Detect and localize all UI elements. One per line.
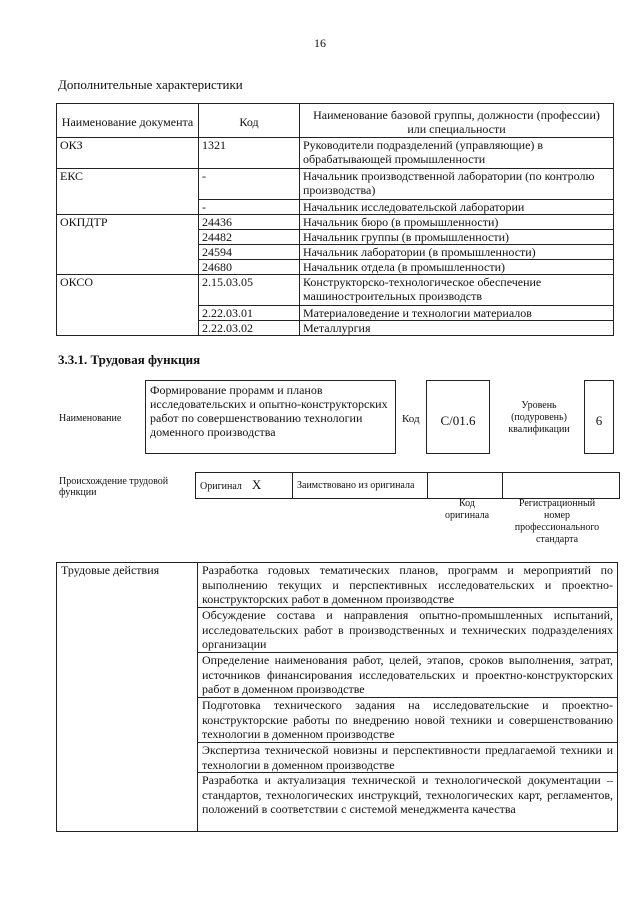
name-cell: Руководители подразделений (управляющие) в обрабатывающей промышленности <box>300 138 614 169</box>
page-number: 16 <box>314 36 326 50</box>
header-document: Наименование документа <box>57 104 199 138</box>
level-label: Уровень (подуровень) квалификации <box>508 400 570 435</box>
doc-cell: ОКПДТР <box>57 215 199 275</box>
origin-table <box>195 472 620 499</box>
action-item: Экспертиза технической новизны и перспективности предлагаемой техники и технологии в доменном производстве <box>198 743 618 773</box>
code-cell: 2.22.03.02 <box>199 321 300 336</box>
name-cell: Начальник исследовательской лаборатории <box>300 200 614 215</box>
actions-label: Трудовые действия <box>57 563 198 832</box>
name-cell: Начальник отдела (в промышленности) <box>300 260 614 275</box>
name-cell: Начальник группы (в промышленности) <box>300 230 614 245</box>
code-original-label: Код оригинала <box>444 498 490 521</box>
code-cell: 1321 <box>199 138 300 169</box>
origin-label: Происхождение трудовой функции <box>59 476 169 498</box>
code-cell: 2.15.03.05 <box>199 275 300 306</box>
labor-actions-table <box>56 562 618 832</box>
action-item: Определение наименования работ, целей, этапов, сроков выполнения, затрат, источников финансирования исследовательских и проектно-конструкторских работ в доменном производстве <box>198 653 618 698</box>
reg-number-label: Регистрационный номер профессионального стандарта <box>514 498 600 545</box>
name-cell: Начальник лаборатории (в промышленности) <box>300 245 614 260</box>
borrowed-cell: Заимствовано из оригинала <box>293 473 428 499</box>
code-original-cell <box>428 473 503 499</box>
table-row <box>57 215 614 230</box>
code-cell: - <box>199 200 300 215</box>
code-cell: 24680 <box>199 260 300 275</box>
function-name-box: Формирование прорамм и планов исследовательских и опытно-конструкторских работ по совершенствованию технологии доменного производства <box>145 380 396 454</box>
original-label: Оригинал <box>200 481 242 492</box>
level-value-box: 6 <box>584 380 614 454</box>
action-item: Разработка и актуализация технической и технологической документации – стандартов, технологических инструкций, технологических карт, регламентов, положений в соответствии с системой менеджмента качества <box>198 773 618 832</box>
header-code: Код <box>199 104 300 138</box>
section-heading: Дополнительные характеристики <box>58 77 243 92</box>
name-cell: Начальник бюро (в промышленности) <box>300 215 614 230</box>
name-cell: Начальник производственной лаборатории (по контролю производства) <box>300 169 614 200</box>
additional-characteristics-table <box>56 103 614 336</box>
name-label: Наименование <box>59 413 122 424</box>
name-cell: Металлургия <box>300 321 614 336</box>
code-cell: 24482 <box>199 230 300 245</box>
doc-cell: ОКСО <box>57 275 199 336</box>
original-mark: X <box>251 477 262 492</box>
table-row <box>57 563 618 608</box>
code-label: Код <box>402 413 420 425</box>
action-item: Подготовка технического задания на исследовательские и проектно-конструкторские работы по внедрению новой техники и совершенствованию технологии в доменном производстве <box>198 698 618 743</box>
action-item: Разработка годовых тематических планов, программ и мероприятий по выполнению текущих и перспективных исследовательских и проектно-конструкторских работ в доменном производстве <box>198 563 618 608</box>
table-row <box>57 275 614 306</box>
function-code-box: C/01.6 <box>426 380 490 454</box>
table-row <box>57 169 614 200</box>
action-item: Обсуждение состава и направления опытно-промышленных испытаний, исследовательских работ в производственных и технических подразделениях организации <box>198 608 618 653</box>
doc-cell: ЕКС <box>57 169 199 215</box>
name-cell: Материаловедение и технологии материалов <box>300 306 614 321</box>
name-cell: Конструкторско-технологическое обеспечение машиностроительных производств <box>300 275 614 306</box>
code-cell: 24594 <box>199 245 300 260</box>
code-cell: 2.22.03.01 <box>199 306 300 321</box>
labor-function-title: 3.3.1. Трудовая функция <box>58 352 201 367</box>
code-cell: 24436 <box>199 215 300 230</box>
reg-number-cell <box>503 473 620 499</box>
header-name: Наименование базовой группы, должности (профессии) или специальности <box>300 104 614 138</box>
table-row <box>57 138 614 169</box>
doc-cell: ОКЗ <box>57 138 199 169</box>
original-cell <box>196 473 293 499</box>
code-cell: - <box>199 169 300 200</box>
